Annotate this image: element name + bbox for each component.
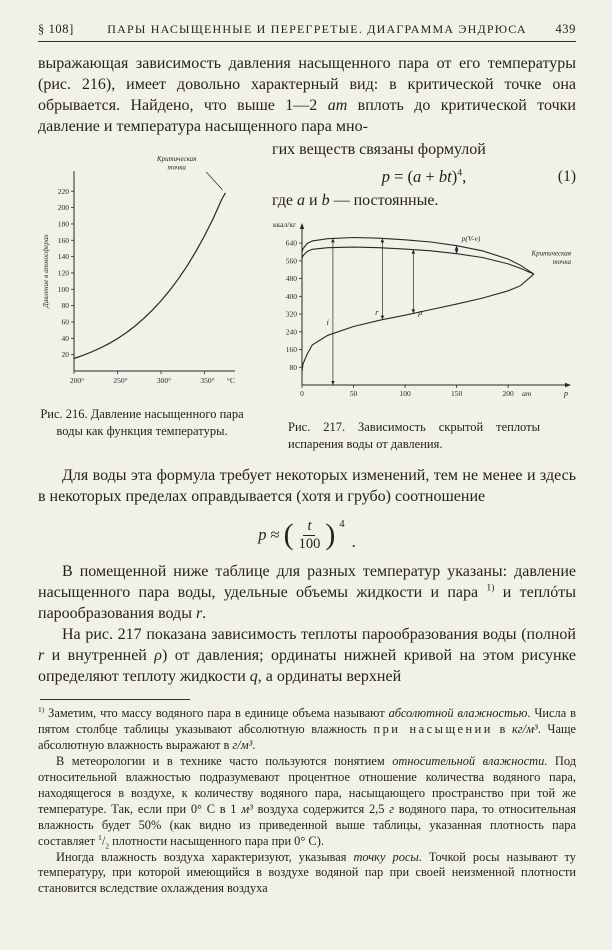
y-tick-label: 80 (61, 301, 69, 311)
curve-total-heat (302, 238, 534, 275)
label-i: i (326, 317, 329, 327)
x-tick-label: 50 (349, 389, 358, 398)
eq2-fraction (299, 518, 321, 552)
y-tick-label: 400 (285, 291, 297, 301)
curve-liquid-heat-q (302, 274, 534, 372)
y-tick-label: 560 (285, 256, 297, 266)
x-tick-label: 200° (69, 376, 85, 385)
eq2-left-paren: ( (283, 518, 294, 552)
x-tick-label: 200 (502, 389, 514, 398)
right-column (246, 139, 576, 452)
equation-1-body: p = (a + bt)$^4$, (381, 167, 467, 186)
figures-row (38, 139, 576, 452)
chart-217-latent-heat-vs-pressure (272, 219, 572, 407)
y-tick-label: 200 (57, 203, 69, 213)
paragraph-4: На рис. 217 показана зависимость теплоты парообразования воды (полной r и внутренней ρ) от давления; ординаты нижней кривой на этом рисунке определяют теплоту жидкости q, а ординаты верхней (38, 626, 576, 686)
x-tick-label: 300° (156, 376, 172, 385)
y-tick-label: 100 (57, 284, 69, 294)
y-tick-label: 60 (61, 317, 69, 327)
label-r: r (375, 307, 379, 317)
paragraph-1-continuation: гих веществ связаны формулой (272, 141, 486, 158)
figure-217-caption: Рис. 217. Зависимость скрытой теплоты испарения воды от давления. (288, 420, 540, 451)
footnote-2: В метеорологии и в технике часто пользуются понятием относительной влажности. Под относительной влажностью подразумевают процентное отношение количества водяного пара, находящегося в воздухе, к количеству водяного пара, насыщающего пространство при той же температуре. Так, если при 0° С в 1 м³ воздуха содержится 2,5 г водяного пара, то относительная влажность будет 50% (как видно из приведенной выше таблицы, указанная плотность пара составляет $^1/_2$ плотности насыщенного пара при 0° С). (38, 754, 576, 851)
critical-point-label: Критическая (531, 249, 571, 258)
chart-216-pressure-vs-temperature (40, 153, 240, 393)
critical-point-leader (206, 172, 222, 190)
figure-217 (272, 219, 576, 452)
paragraph-3: В помещенной ниже таблице для разных температур указаны: давление насыщенного пара воды, удельные объемы жидкости и пара $^{1)}$ и теплóты парообразования воды r. (38, 563, 576, 623)
eq2-right-paren: ) (325, 518, 336, 552)
footnote-rule (40, 699, 190, 700)
x-tick-label: 250° (113, 376, 128, 385)
y-tick-label: 120 (57, 268, 69, 278)
x-axis-symbol: p (564, 389, 568, 398)
figure-216-caption: Рис. 216. Давление насыщенного пара воды как функция температуры. (40, 407, 244, 438)
header-rule (38, 41, 576, 42)
y-tick-label: 180 (57, 219, 69, 229)
x-tick-label: 100 (399, 389, 411, 398)
label-work: p(V-v) (461, 234, 481, 243)
eq2-numerator: t (303, 518, 315, 536)
section-number: § 108] (38, 22, 74, 36)
axes (74, 171, 235, 371)
figure-216 (38, 139, 246, 439)
y-tick-label: 220 (57, 186, 69, 196)
y-tick-label: 20 (61, 350, 69, 360)
page-header (38, 22, 576, 37)
y-tick-label: 320 (285, 309, 297, 319)
paragraph-2: Для воды эта формула требует некоторых изменений, тем не менее и здесь в некоторых пределах оправдывается (хотя и грубо) соотношение (38, 467, 576, 505)
critical-point-label: Критическая (156, 155, 197, 163)
y-axis-unit: ккал/кг (273, 220, 297, 229)
x-tick-label: 150 (450, 389, 463, 398)
footnote-3: Иногда влажность воздуха характеризуют, указывая точку росы. Точкой росы называют ту температуру, при которой имеющийся в воздухе водяной пар при своей неизменной плотности становится вследствие охлаждения воздуха (38, 849, 576, 896)
running-title: ПАРЫ НАСЫЩЕННЫЕ И ПЕРЕГРЕТЫЕ. ДИАГРАММА ЭНДРЮСА (107, 22, 527, 36)
svg-text:точка: точка (167, 163, 186, 172)
y-tick-label: 160 (285, 345, 297, 355)
x-axis-unit: °C (226, 376, 235, 385)
y-tick-label: 40 (61, 333, 69, 343)
y-tick-label: 140 (57, 252, 69, 262)
page-number: 439 (555, 22, 576, 36)
x-axis-unit: ат (522, 389, 532, 398)
y-tick-label: 240 (285, 327, 297, 337)
label-rho: ρ (418, 307, 423, 317)
x-tick-label: 0 (300, 389, 304, 398)
equation-1-legend: где a и b — постоянные. (272, 192, 439, 209)
y-tick-label: 160 (57, 235, 69, 245)
equation-1-number: (1) (557, 168, 576, 185)
saturation-pressure-curve (74, 193, 225, 359)
y-axis-title: Давление в атмосферах (42, 234, 50, 308)
y-tick-label: 80 (289, 362, 297, 372)
equation-1 (272, 167, 576, 187)
curve-internal-heat (302, 247, 534, 274)
eq2-lhs: p (258, 525, 267, 545)
x-tick-label: 350° (200, 376, 215, 385)
eq2-period: . (351, 532, 356, 552)
y-tick-label: 480 (285, 274, 297, 284)
eq2-exponent: 4 (339, 519, 345, 530)
y-tick-label: 640 (285, 238, 297, 248)
svg-text:точка: точка (552, 257, 571, 266)
eq2-denominator: 100 (298, 535, 321, 552)
eq2-relation: ≈ (270, 525, 280, 545)
equation-2 (38, 518, 576, 552)
paragraph-1: выражающая зависимость давления насыщенного пара от его температуры (рис. 216), имеет довольно характерный вид: в критической точке она обрывается. Найдено, что выше 1—2 ат вплоть до критической точки давление и температура насыщенного пара мно- (38, 55, 576, 135)
footnote-1: $^{1)}$ Заметим, что массу водяного пара в единице объема называют абсолютной влажностью. Числа в пятом столбце таблицы указывают абсолютную влажность при насыщении в кг/м³. Чаще абсолютную влажность выражают в г/м³. (38, 705, 577, 753)
